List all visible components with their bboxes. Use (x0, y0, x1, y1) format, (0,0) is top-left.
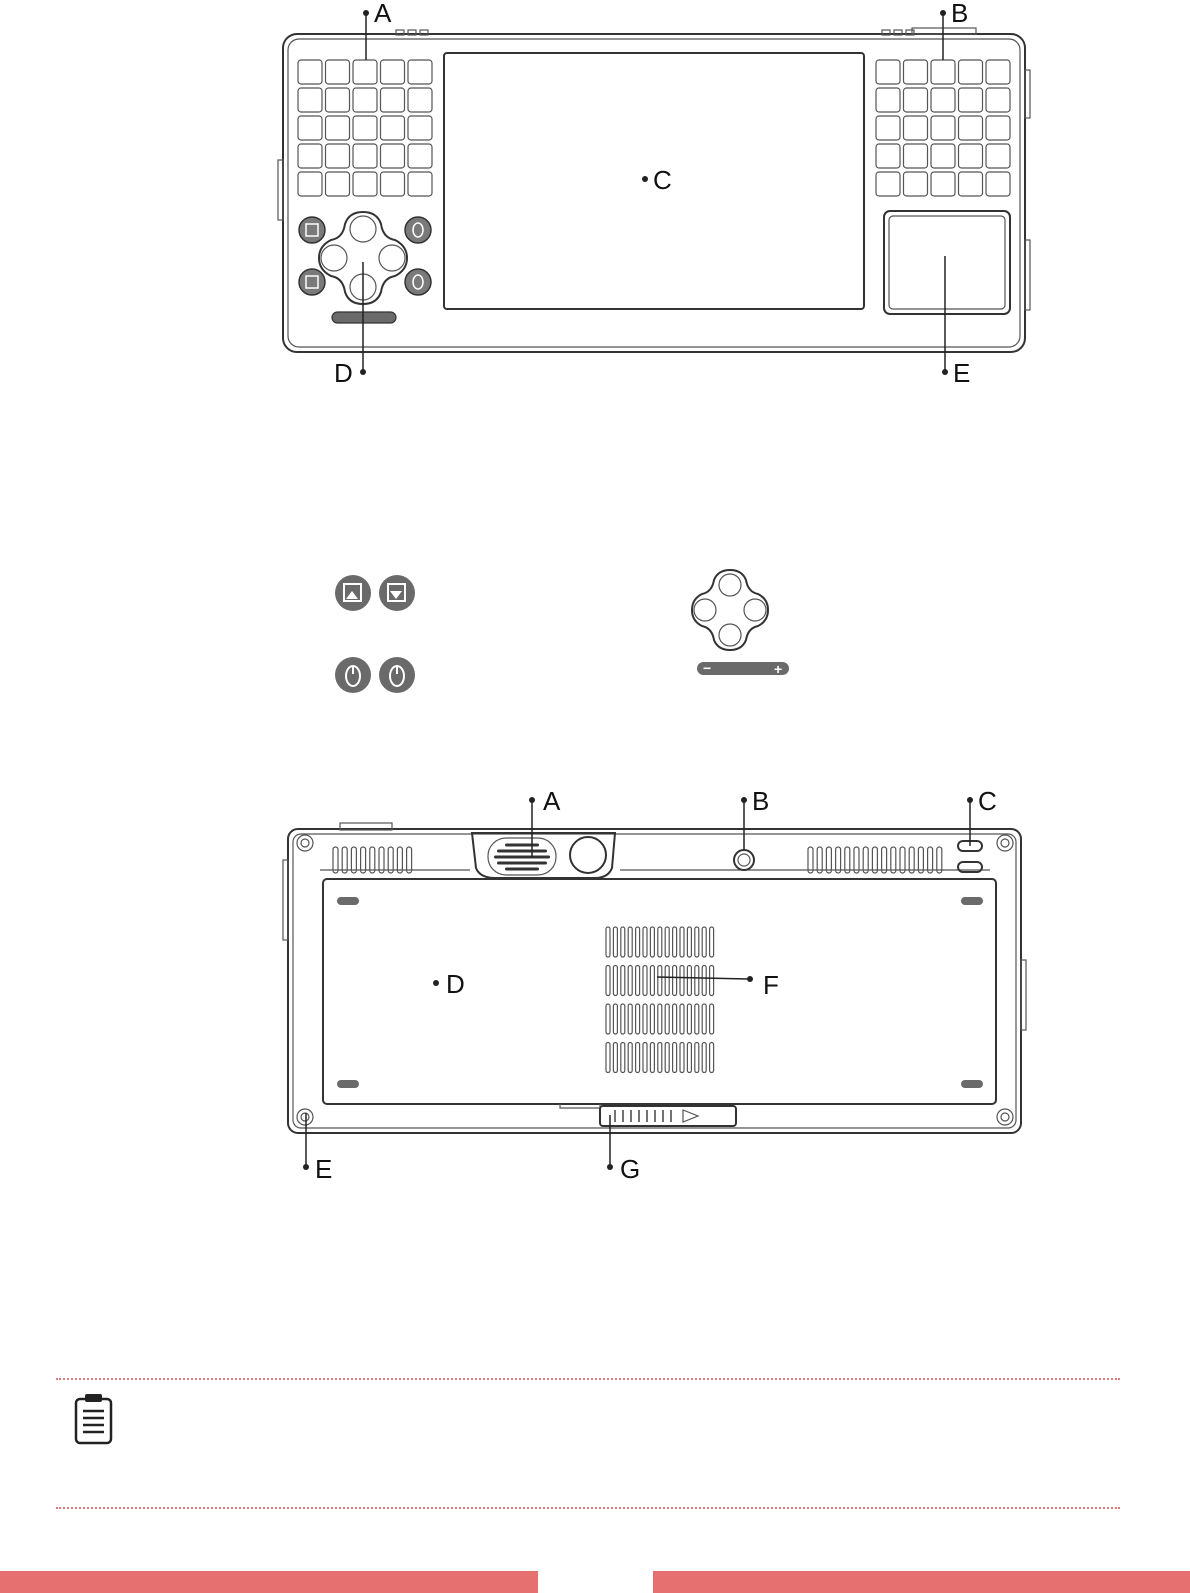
key (326, 116, 350, 140)
note-separator-top (56, 1378, 1120, 1380)
svg-text:C: C (653, 165, 672, 195)
zoom-bar (332, 312, 396, 323)
svg-text:E: E (315, 1154, 333, 1184)
callout-front-B (940, 0, 968, 60)
zoom-minus: − (703, 660, 712, 676)
key (931, 116, 955, 140)
callout-bottom-B (741, 786, 769, 850)
callout-front-D (334, 262, 366, 388)
key (986, 172, 1010, 196)
zoom-plus: + (774, 661, 783, 677)
key (298, 144, 322, 168)
key (326, 144, 350, 168)
key (326, 172, 350, 196)
key (931, 88, 955, 112)
key (986, 88, 1010, 112)
dpad-icon (692, 570, 768, 650)
svg-text:B: B (752, 786, 770, 816)
key (353, 172, 377, 196)
touchpad (884, 211, 1010, 314)
key (904, 144, 928, 168)
key (876, 60, 900, 84)
key (408, 88, 432, 112)
key (959, 172, 983, 196)
callout-bottom-E (303, 1113, 332, 1184)
key (408, 116, 432, 140)
mouse-right-button (405, 269, 431, 295)
svg-text:D: D (446, 969, 465, 999)
key (353, 144, 377, 168)
center-vent (606, 927, 714, 1073)
svg-text:A: A (374, 0, 392, 28)
front-view (278, 0, 1030, 388)
svg-text:A: A (543, 786, 561, 816)
keyboard-left (298, 60, 432, 196)
vent-right (808, 847, 942, 873)
battery-latch (560, 1104, 736, 1126)
page-up-icon (335, 575, 371, 611)
key (876, 172, 900, 196)
key (298, 116, 322, 140)
key (381, 116, 405, 140)
bottom-view (283, 786, 1026, 1184)
key (876, 116, 900, 140)
mouse-left-button (405, 217, 431, 243)
key (381, 144, 405, 168)
key (381, 172, 405, 196)
key (381, 88, 405, 112)
key (353, 88, 377, 112)
key (408, 60, 432, 84)
page-down-button (299, 269, 325, 295)
speaker (472, 833, 615, 878)
key (298, 60, 322, 84)
svg-text:C: C (978, 786, 997, 816)
callout-front-C (642, 165, 672, 195)
key (876, 88, 900, 112)
key (326, 60, 350, 84)
callout-bottom-D (433, 969, 465, 999)
key (986, 116, 1010, 140)
callout-front-E (942, 256, 970, 388)
svg-text:D: D (334, 358, 353, 388)
mouse-left-icon (335, 657, 371, 693)
page-up-button (299, 217, 325, 243)
battery-cover (323, 879, 996, 1104)
zoom-bar-icon (697, 660, 789, 677)
key (959, 144, 983, 168)
key (931, 144, 955, 168)
svg-text:B: B (951, 0, 969, 28)
key (959, 60, 983, 84)
key (326, 88, 350, 112)
key (298, 88, 322, 112)
key (408, 172, 432, 196)
bottom-button-b (734, 850, 754, 870)
footer-bar-left (0, 1571, 538, 1593)
key (904, 116, 928, 140)
key (381, 60, 405, 84)
note-separator-bottom (56, 1507, 1120, 1509)
keyboard-right (876, 60, 1010, 196)
buttons-detail (335, 570, 789, 693)
key (904, 60, 928, 84)
vent-left (333, 847, 412, 873)
key (904, 88, 928, 112)
svg-text:F: F (763, 970, 779, 1000)
svg-text:E: E (953, 358, 971, 388)
key (353, 116, 377, 140)
page-down-icon (379, 575, 415, 611)
key (298, 172, 322, 196)
mouse-right-icon (379, 657, 415, 693)
key (931, 60, 955, 84)
callout-front-A (363, 0, 392, 60)
key (904, 172, 928, 196)
footer-bar-right (653, 1571, 1190, 1593)
key (959, 88, 983, 112)
svg-text:G: G (620, 1154, 641, 1184)
callout-bottom-C (967, 786, 997, 846)
key (408, 144, 432, 168)
clipboard-icon (76, 1394, 111, 1443)
key (986, 60, 1010, 84)
key (876, 144, 900, 168)
key (931, 172, 955, 196)
key (959, 116, 983, 140)
key (353, 60, 377, 84)
key (986, 144, 1010, 168)
